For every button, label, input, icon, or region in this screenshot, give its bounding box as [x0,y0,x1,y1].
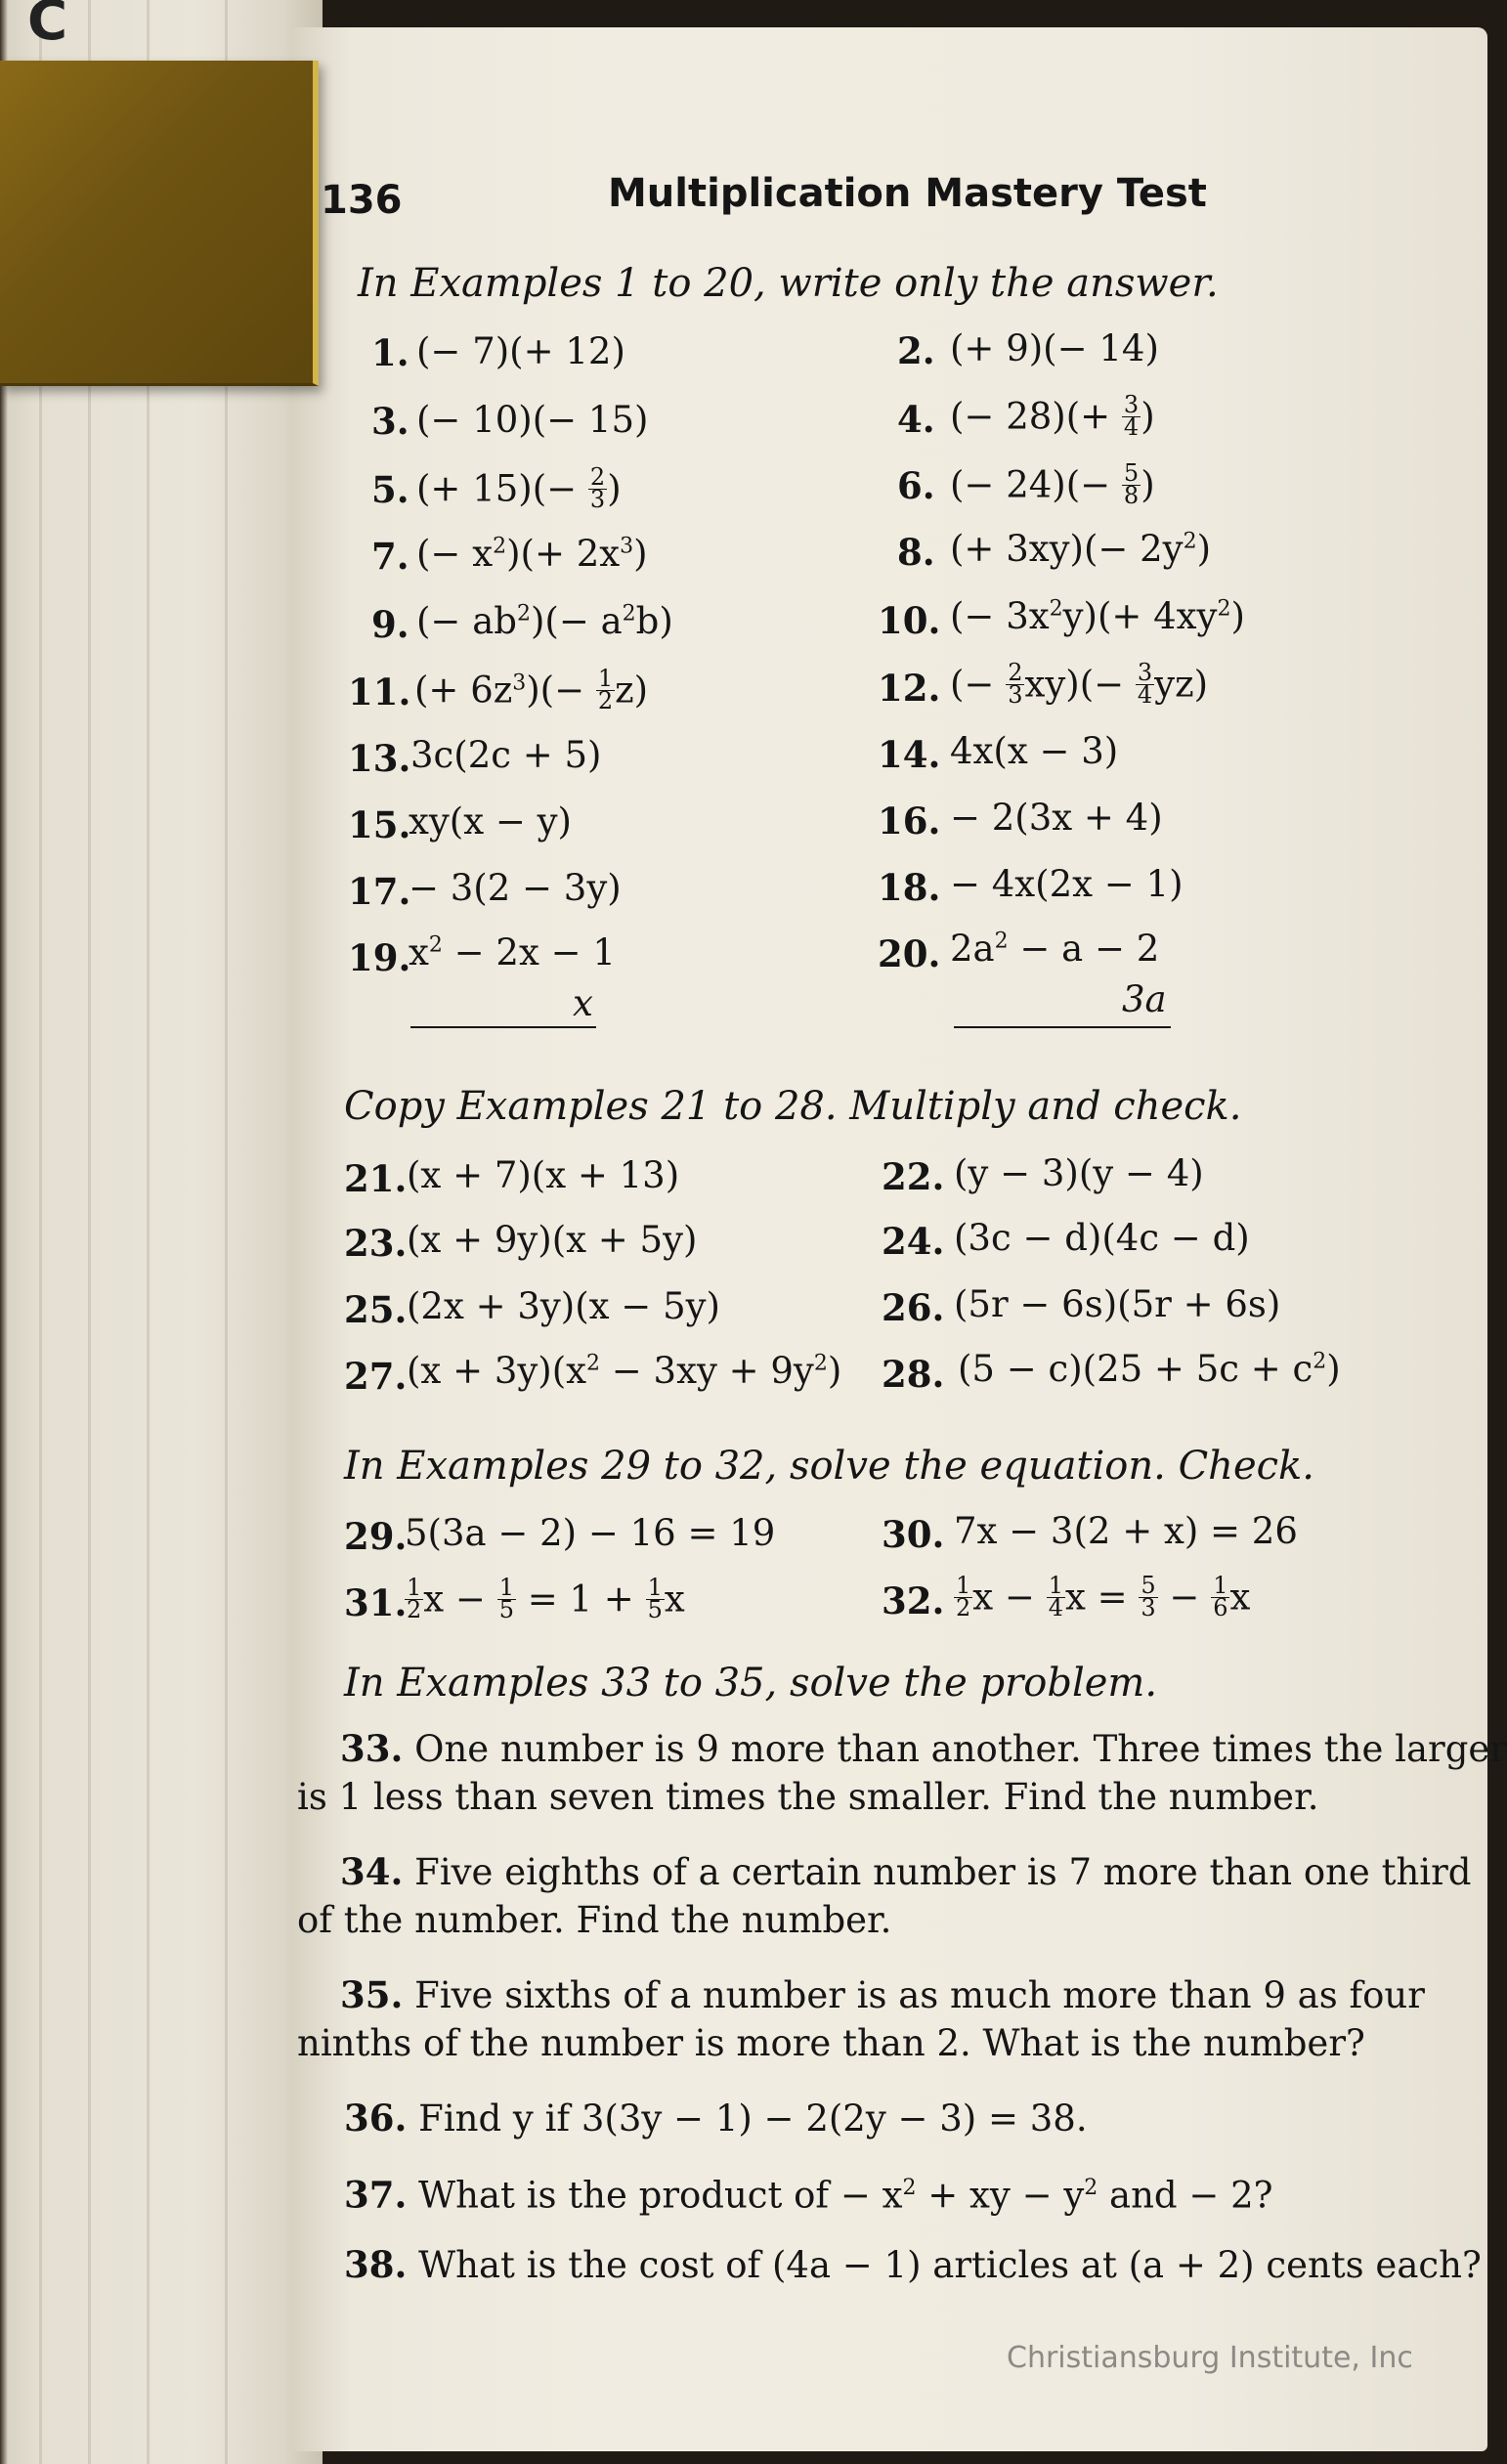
problem-number: 38. [344,2243,408,2286]
exponent: 2 [902,2176,917,2200]
example-number: 22. [882,1155,945,1198]
problem-text: What is the product of − x [418,2174,903,2217]
expression-part: x = [1064,1576,1140,1619]
example-number: 23. [344,1222,408,1265]
problem-text: Find y if 3(3y − 1) − 2(2y − 3) = 38. [418,2097,1088,2140]
expression-part: ) [1196,528,1212,570]
expression-part: (x + 3y)(x [407,1350,587,1392]
example-expression [950,928,1160,970]
expression-part: (+ 3xy)(− 2y [950,528,1184,570]
expression-part: (+ 6z [414,669,513,712]
expression-part: ) [633,533,648,575]
problem-line [344,2240,1482,2290]
example-number: 31. [344,1581,408,1624]
problem-line: is 1 less than seven times the smaller. Find the number. [297,1776,1319,1818]
example-number: 1. [371,331,409,374]
example-number: 26. [882,1286,945,1329]
example-expression: (x + 9y)(x + 5y) [407,1219,698,1261]
example-expression: xy(x − y) [409,800,572,843]
fraction-bar [954,1026,1171,1028]
example-expression: − 2(3x + 4) [950,797,1163,839]
example-number: 25. [344,1288,408,1331]
expression-part: x − [423,1578,497,1621]
problem-text: Five sixths of a number is as much more than 9 as four [414,1974,1425,2016]
page-title: Multiplication Mastery Test [608,171,1207,216]
example-number: 24. [882,1220,945,1263]
expression-part: ) [1141,395,1155,438]
denominator: 2 [597,686,614,714]
gold-bookmark [0,61,319,386]
numerator: 1 [647,1574,663,1601]
fraction [954,1572,972,1621]
instruction-3: In Examples 29 to 32, solve the equation. Check. [344,1444,1314,1489]
fraction [1122,459,1141,509]
denominator: 3 [1141,1593,1156,1621]
expression-part: (− 3x [950,595,1050,637]
expression-part: )(+ 2x [506,533,621,575]
exponent: 2 [516,601,531,627]
denominator: 3 [1008,680,1023,709]
example-expression [954,1572,1251,1621]
example-number: 12. [878,667,941,710]
example-number: 29. [344,1515,408,1558]
problem-line [340,1847,1472,1897]
example-expression: (x + 7)(x + 13) [407,1154,680,1196]
example-number: 3. [371,400,409,443]
problem-text: What is the cost of (4a − 1) articles at (a + 2) cents each? [418,2244,1482,2286]
example-number: 21. [344,1157,408,1200]
example-expression [950,528,1212,570]
expression-part: xy)(− [1024,663,1136,706]
problem-line [340,1970,1425,2020]
example-number: 8. [897,531,935,574]
corner-mark-decoration: C [27,0,68,43]
expression-part: − [1157,1576,1212,1619]
example-number: 28. [882,1353,945,1396]
numerator: 5 [1123,459,1140,487]
watermark-text: Christiansburg Institute, Inc [1007,2341,1413,2375]
problem-line [344,2164,1273,2220]
numerator: 3 [1123,391,1140,418]
example-expression: − 4x(2x − 1) [950,863,1184,905]
problem-text: and − 2? [1098,2174,1273,2217]
instruction-1: In Examples 1 to 20, write only the answer. [358,261,1219,306]
denominator: 6 [1213,1593,1228,1621]
exponent: 2 [813,1351,828,1376]
instruction-4: In Examples 33 to 35, solve the problem. [344,1661,1158,1706]
exponent: 3 [620,534,634,559]
expression-part: ) [607,467,622,510]
fraction [646,1574,665,1623]
fraction [1122,391,1141,441]
problem-line [340,1724,1507,1774]
expression-part: yz) [1154,663,1209,706]
fraction-bar [410,1026,596,1028]
expression-part: )(− [526,669,596,712]
expression-part: x [1229,1576,1251,1619]
example-expression [416,600,673,642]
example-number: 15. [348,803,411,846]
expression-part: (− 24)(− [950,463,1122,506]
example-denominator: 3a [1122,978,1167,1020]
expression-part: x [664,1578,685,1621]
example-number: 16. [878,800,941,843]
problem-line: of the number. Find the number. [297,1899,892,1941]
example-number: 17. [348,870,411,913]
example-number: 9. [371,603,409,646]
example-number: 6. [897,464,935,507]
denominator: 4 [1123,412,1140,441]
expression-part: − 2x − 1 [442,931,616,973]
example-number: 2. [897,329,935,372]
expression-part: ) [827,1350,842,1392]
exponent: 2 [994,929,1009,954]
example-expression: (3c − d)(4c − d) [954,1217,1250,1259]
example-expression: (2x + 3y)(x − 5y) [407,1285,720,1327]
expression-part: )(− a [530,600,623,642]
exponent: 2 [493,534,507,559]
exponent: 2 [1313,1349,1327,1374]
problem-text: One number is 9 more than another. Three times the larger [414,1728,1507,1770]
example-expression: (+ 9)(− 14) [950,327,1159,369]
fraction [1006,659,1024,709]
fraction [405,1574,423,1623]
example-expression: 3c(2c + 5) [410,734,602,776]
fraction [1047,1572,1065,1621]
expression-part: (− x [416,533,494,575]
page-number: 136 [321,178,403,223]
numerator: 1 [1048,1572,1063,1599]
expression-part: (− ab [416,600,517,642]
denominator: 5 [647,1595,663,1623]
numerator: 2 [589,463,606,491]
problem-number: 36. [344,2097,408,2140]
example-expression [958,1348,1341,1390]
exponent: 2 [1049,596,1063,622]
expression-part: z) [615,669,649,712]
expression-part: − a − 2 [1008,928,1160,970]
expression-part: (− [950,663,1007,706]
denominator: 4 [1048,1593,1063,1621]
problem-line [344,2094,1088,2143]
expression-part: 2a [950,928,995,970]
numerator: 2 [1008,659,1023,686]
example-expression [950,459,1155,509]
exponent: 2 [1217,596,1231,622]
denominator: 4 [1137,680,1153,709]
example-expression [950,659,1209,709]
exponent: 2 [622,601,636,627]
denominator: 5 [498,1595,514,1623]
denominator: 2 [407,1595,422,1623]
expression-part: x − [972,1576,1047,1619]
fraction [1139,1572,1157,1621]
example-number: 27. [344,1355,408,1398]
expression-part: (5 − c)(25 + 5c + c [958,1348,1313,1390]
example-expression [405,1574,685,1623]
numerator: 1 [956,1572,971,1599]
expression-part: = 1 + [515,1578,646,1621]
numerator: 5 [1141,1572,1156,1599]
example-expression: (− 10)(− 15) [416,399,649,441]
example-expression [409,931,616,973]
numerator: 1 [597,665,614,692]
fraction [596,665,615,714]
exponent: 2 [1183,529,1197,554]
expression-part: y)(+ 4xy [1062,595,1218,637]
expression-part: b) [635,600,673,642]
expression-part: ) [1141,463,1155,506]
example-number: 20. [878,932,941,975]
example-expression: (5r − 6s)(5r + 6s) [954,1283,1281,1325]
example-expression [416,533,648,575]
exponent: 2 [428,932,443,958]
example-expression: (− 7)(+ 12) [416,330,625,372]
denominator: 8 [1123,481,1140,509]
numerator: 1 [1213,1572,1228,1599]
numerator: 3 [1137,659,1153,686]
example-expression: (y − 3)(y − 4) [954,1152,1204,1194]
expression-part: (− 28)(+ [950,395,1122,438]
instruction-2: Copy Examples 21 to 28. Multiply and check. [344,1084,1242,1129]
example-expression [950,595,1245,637]
example-expression [950,391,1155,441]
denominator: 2 [956,1593,971,1621]
exponent: 2 [1084,2176,1098,2200]
example-expression: 5(3a − 2) − 16 = 19 [405,1512,776,1554]
expression-part: (+ 15)(− [416,467,588,510]
problem-line: ninths of the number is more than 2. What is the number? [297,2022,1365,2064]
numerator: 1 [498,1574,514,1601]
example-expression: 7x − 3(2 + x) = 26 [954,1510,1298,1552]
example-number: 10. [878,599,941,642]
numerator: 1 [407,1574,422,1601]
problem-text: + xy − y [916,2174,1085,2217]
fraction [497,1574,516,1623]
example-number: 14. [878,733,941,776]
denominator: 3 [589,485,606,513]
example-denominator: x [573,982,593,1024]
problem-number: 33. [340,1727,404,1770]
exponent: 3 [512,670,527,696]
example-number: 18. [878,866,941,909]
example-number: 13. [348,737,411,780]
problem-text: Five eighths of a certain number is 7 more than one third [414,1851,1472,1893]
example-number: 11. [348,670,411,713]
example-expression [407,1350,842,1392]
expression-part: x [409,931,429,973]
expression-part: ) [1326,1348,1341,1390]
expression-part: ) [1230,595,1245,637]
example-number: 5. [371,468,409,511]
example-number: 19. [348,936,411,979]
example-expression: 4x(x − 3) [950,730,1119,772]
example-number: 30. [882,1513,945,1556]
expression-part: − 3xy + 9y [600,1350,814,1392]
example-number: 4. [897,398,935,441]
example-expression [416,463,622,513]
example-expression: − 3(2 − 3y) [409,867,622,909]
example-number: 32. [882,1579,945,1622]
fraction [1136,659,1154,709]
problem-number: 35. [340,1973,404,2016]
problem-number: 37. [344,2173,408,2217]
fraction [1211,1572,1229,1621]
fraction [588,463,607,513]
example-expression [414,665,649,714]
example-number: 7. [371,535,409,578]
exponent: 2 [586,1351,601,1376]
problem-number: 34. [340,1850,404,1893]
